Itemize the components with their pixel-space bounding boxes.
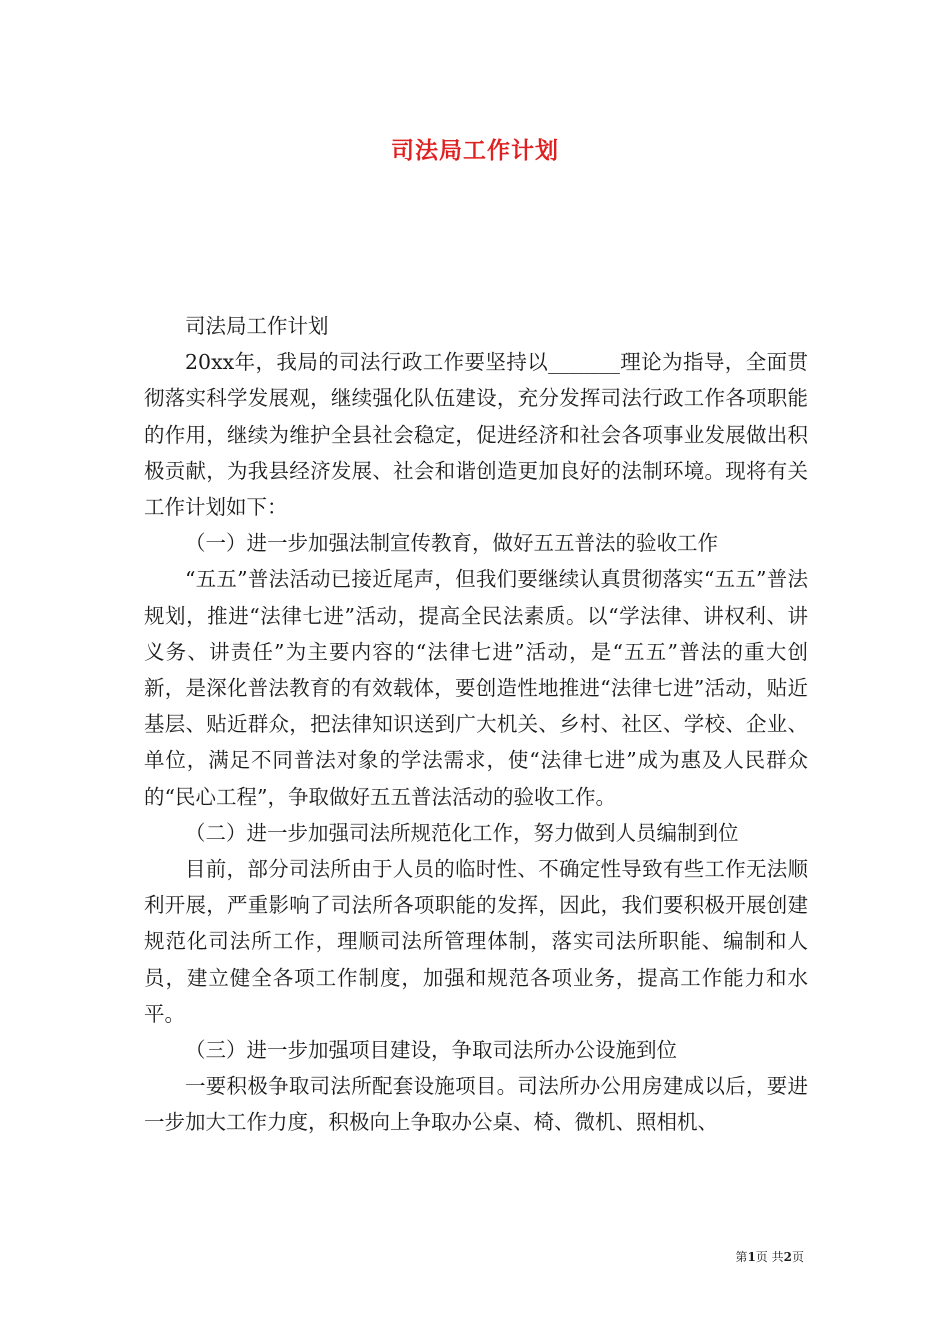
paragraph-section-2: 目前，部分司法所由于人员的临时性、不确定性导致有些工作无法顺利开展，严重影响了司法所各项职能的发挥，因此，我们要积极开展创建规范化司法所工作，理顺司法所管理体制，落实司法所职能、编制和人员，建立健全各项工作制度，加强和规范各项业务，提高工作能力和水平。 <box>144 857 808 1026</box>
document-body <box>144 308 808 1141</box>
paragraph-section-3: 一要积极争取司法所配套设施项目。司法所办公用房建成以后，要进一步加大工作力度，积极向上争取办公桌、椅、微机、照相机、 <box>144 1074 808 1135</box>
section-heading-2: （二）进一步加强司法所规范化工作，努力做到人员编制到位 <box>185 820 739 845</box>
footer-suffix: 页 <box>791 1250 804 1264</box>
section-heading-1: （一）进一步加强法制宣传教育，做好五五普法的验收工作 <box>185 531 718 556</box>
footer-current-page: 1 <box>747 1250 756 1264</box>
page-title: 司法局工作计划 <box>391 137 559 164</box>
footer-middle: 页 共 <box>755 1250 784 1264</box>
section-heading-3: （三）进一步加强项目建设，争取司法所办公设施到位 <box>185 1038 677 1063</box>
page-footer <box>735 1248 804 1265</box>
paragraph-doc-heading: 司法局工作计划 <box>185 314 329 338</box>
paragraph-intro: 20xx年，我局的司法行政工作要坚持以_______理论为指导，全面贯彻落实科学发展观，继续强化队伍建设，充分发挥司法行政工作各项职能的作用，继续为维护全县社会稳定，促进经济和社会各项事业发展做出积极贡献，为我县经济发展、社会和谐创造更加良好的法制环境。现将有关工作计划如下： <box>144 350 808 520</box>
footer-total-pages: 2 <box>783 1250 792 1264</box>
paragraph-section-1: “五五”普法活动已接近尾声，但我们要继续认真贯彻落实“五五”普法规划，推进“法律七进”活动，提高全民法素质。以“学法律、讲权利、讲义务、讲责任”为主要内容的“法律七进”活动，是“五五”普法的重大创新，是深化普法教育的有效载体，要创造性地推进“法律七进”活动，贴近基层、贴近群众，把法律知识送到广大机关、乡村、社区、学校、企业、单位，满足不同普法对象的学法需求，使“法律七进”成为惠及人民群众的“民心工程”，争取做好五五普法活动的验收工作。 <box>144 567 808 809</box>
footer-prefix: 第 <box>735 1250 748 1264</box>
